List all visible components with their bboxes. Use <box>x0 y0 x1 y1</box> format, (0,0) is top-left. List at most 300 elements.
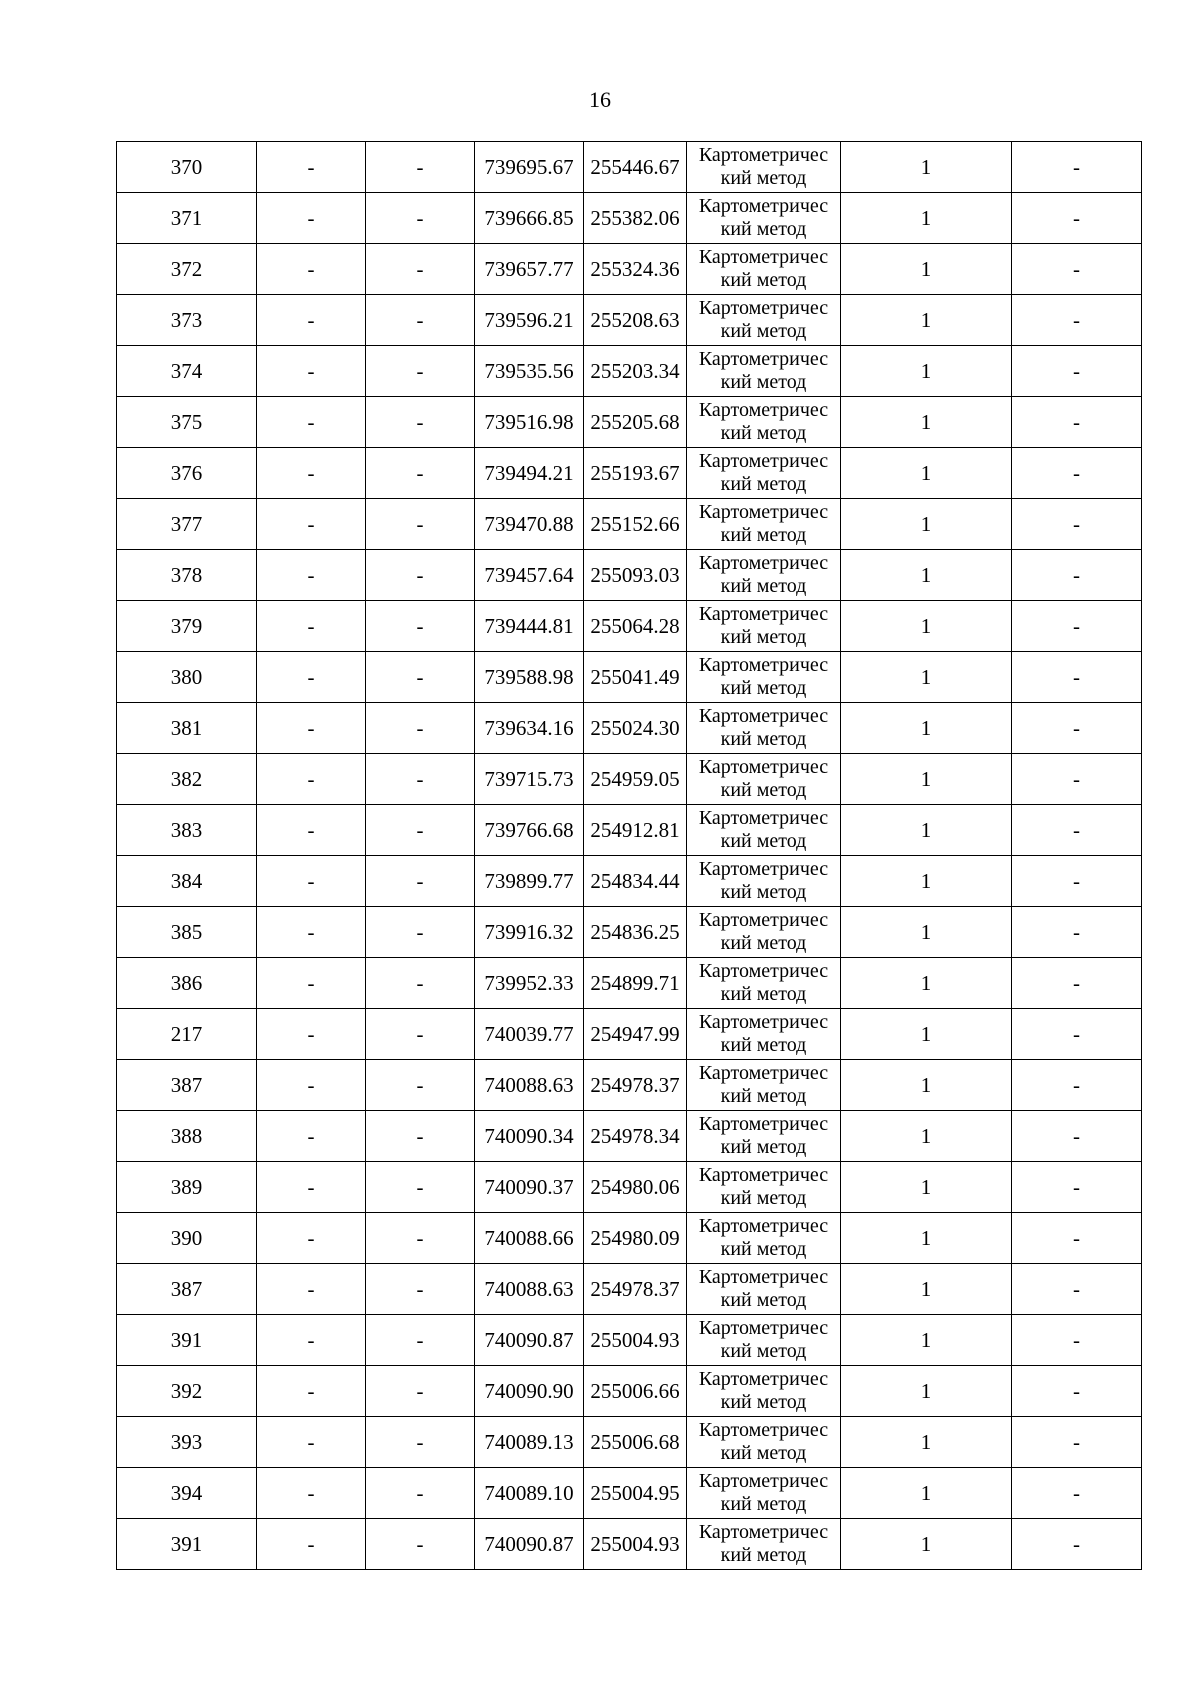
x-coordinate-cell: 739444.81 <box>475 601 584 652</box>
method-cell <box>687 1111 841 1162</box>
method-text-line-1: Картометричес <box>698 1419 829 1441</box>
accuracy-cell: 1 <box>841 1213 1012 1264</box>
accuracy-cell: 1 <box>841 1366 1012 1417</box>
table-row <box>117 346 1142 397</box>
accuracy-cell: 1 <box>841 397 1012 448</box>
empty-value-cell: - <box>257 1213 366 1264</box>
empty-value-cell: - <box>366 550 475 601</box>
table-row <box>117 1009 1142 1060</box>
accuracy-cell: 1 <box>841 1162 1012 1213</box>
method-text-line-2: кий метод <box>720 1493 807 1515</box>
accuracy-cell: 1 <box>841 295 1012 346</box>
method-cell <box>687 1315 841 1366</box>
method-text-line-2: кий метод <box>720 218 807 240</box>
y-coordinate-cell: 255205.68 <box>584 397 687 448</box>
method-text-line-2: кий метод <box>720 524 807 546</box>
x-coordinate-cell: 739516.98 <box>475 397 584 448</box>
point-number-cell: 390 <box>117 1213 257 1264</box>
table-row <box>117 1366 1142 1417</box>
accuracy-cell: 1 <box>841 142 1012 193</box>
point-number-cell: 389 <box>117 1162 257 1213</box>
empty-value-cell: - <box>366 958 475 1009</box>
method-text-line-2: кий метод <box>720 1238 807 1260</box>
method-cell <box>687 1162 841 1213</box>
table-row <box>117 244 1142 295</box>
point-number-cell: 379 <box>117 601 257 652</box>
empty-value-cell: - <box>257 448 366 499</box>
note-cell: - <box>1012 805 1142 856</box>
page-number: 16 <box>589 87 611 112</box>
empty-value-cell: - <box>366 1213 475 1264</box>
y-coordinate-cell: 255193.67 <box>584 448 687 499</box>
method-text-line-2: кий метод <box>720 728 807 750</box>
table-row <box>117 1060 1142 1111</box>
y-coordinate-cell: 255208.63 <box>584 295 687 346</box>
empty-value-cell: - <box>257 907 366 958</box>
y-coordinate-cell: 254978.37 <box>584 1060 687 1111</box>
empty-value-cell: - <box>257 550 366 601</box>
accuracy-cell: 1 <box>841 601 1012 652</box>
empty-value-cell: - <box>257 244 366 295</box>
note-cell: - <box>1012 1519 1142 1570</box>
note-cell: - <box>1012 550 1142 601</box>
accuracy-cell: 1 <box>841 907 1012 958</box>
x-coordinate-cell: 740089.13 <box>475 1417 584 1468</box>
x-coordinate-cell: 739916.32 <box>475 907 584 958</box>
method-cell <box>687 1009 841 1060</box>
method-text-line-2: кий метод <box>720 983 807 1005</box>
method-text-line-1: Картометричес <box>698 552 829 574</box>
method-text-line-1: Картометричес <box>698 1521 829 1543</box>
empty-value-cell: - <box>366 1315 475 1366</box>
note-cell: - <box>1012 601 1142 652</box>
method-text-line-2: кий метод <box>720 932 807 954</box>
y-coordinate-cell: 255004.93 <box>584 1315 687 1366</box>
empty-value-cell: - <box>366 1060 475 1111</box>
method-text-line-2: кий метод <box>720 473 807 495</box>
x-coordinate-cell: 740089.10 <box>475 1468 584 1519</box>
method-cell <box>687 1213 841 1264</box>
note-cell: - <box>1012 295 1142 346</box>
x-coordinate-cell: 739596.21 <box>475 295 584 346</box>
method-text-line-1: Картометричес <box>698 960 829 982</box>
point-number-cell: 386 <box>117 958 257 1009</box>
point-number-cell: 376 <box>117 448 257 499</box>
x-coordinate-cell: 740039.77 <box>475 1009 584 1060</box>
table-row <box>117 754 1142 805</box>
empty-value-cell: - <box>257 1162 366 1213</box>
method-text-line-2: кий метод <box>720 1544 807 1566</box>
empty-value-cell: - <box>366 1162 475 1213</box>
empty-value-cell: - <box>366 703 475 754</box>
method-text-line-2: кий метод <box>720 371 807 393</box>
empty-value-cell: - <box>257 499 366 550</box>
accuracy-cell: 1 <box>841 499 1012 550</box>
accuracy-cell: 1 <box>841 1111 1012 1162</box>
empty-value-cell: - <box>257 652 366 703</box>
empty-value-cell: - <box>366 907 475 958</box>
point-number-cell: 391 <box>117 1519 257 1570</box>
method-text-line-1: Картометричес <box>698 909 829 931</box>
method-cell <box>687 805 841 856</box>
method-cell <box>687 499 841 550</box>
method-text-line-2: кий метод <box>720 1187 807 1209</box>
note-cell: - <box>1012 856 1142 907</box>
accuracy-cell: 1 <box>841 346 1012 397</box>
x-coordinate-cell: 739457.64 <box>475 550 584 601</box>
method-text-line-1: Картометричес <box>698 654 829 676</box>
table-row <box>117 805 1142 856</box>
point-number-cell: 394 <box>117 1468 257 1519</box>
y-coordinate-cell: 255006.68 <box>584 1417 687 1468</box>
table-row <box>117 1213 1142 1264</box>
table-row <box>117 142 1142 193</box>
empty-value-cell: - <box>366 601 475 652</box>
point-number-cell: 388 <box>117 1111 257 1162</box>
point-number-cell: 373 <box>117 295 257 346</box>
method-cell <box>687 1519 841 1570</box>
note-cell: - <box>1012 397 1142 448</box>
empty-value-cell: - <box>366 397 475 448</box>
method-text-line-1: Картометричес <box>698 705 829 727</box>
y-coordinate-cell: 254912.81 <box>584 805 687 856</box>
point-number-cell: 370 <box>117 142 257 193</box>
table-row <box>117 958 1142 1009</box>
note-cell: - <box>1012 499 1142 550</box>
y-coordinate-cell: 254947.99 <box>584 1009 687 1060</box>
empty-value-cell: - <box>366 244 475 295</box>
accuracy-cell: 1 <box>841 856 1012 907</box>
y-coordinate-cell: 255004.95 <box>584 1468 687 1519</box>
method-text-line-2: кий метод <box>720 575 807 597</box>
method-cell <box>687 601 841 652</box>
note-cell: - <box>1012 1009 1142 1060</box>
table-row <box>117 652 1142 703</box>
accuracy-cell: 1 <box>841 448 1012 499</box>
y-coordinate-cell: 255041.49 <box>584 652 687 703</box>
y-coordinate-cell: 255446.67 <box>584 142 687 193</box>
empty-value-cell: - <box>257 346 366 397</box>
method-text-line-2: кий метод <box>720 881 807 903</box>
x-coordinate-cell: 739588.98 <box>475 652 584 703</box>
empty-value-cell: - <box>366 805 475 856</box>
point-number-cell: 374 <box>117 346 257 397</box>
x-coordinate-cell: 739535.56 <box>475 346 584 397</box>
point-number-cell: 385 <box>117 907 257 958</box>
method-text-line-1: Картометричес <box>698 858 829 880</box>
empty-value-cell: - <box>257 397 366 448</box>
empty-value-cell: - <box>366 1111 475 1162</box>
method-text-line-1: Картометричес <box>698 501 829 523</box>
method-cell <box>687 1366 841 1417</box>
note-cell: - <box>1012 1366 1142 1417</box>
empty-value-cell: - <box>257 1519 366 1570</box>
point-number-cell: 384 <box>117 856 257 907</box>
accuracy-cell: 1 <box>841 244 1012 295</box>
point-number-cell: 382 <box>117 754 257 805</box>
x-coordinate-cell: 740090.37 <box>475 1162 584 1213</box>
accuracy-cell: 1 <box>841 1417 1012 1468</box>
note-cell: - <box>1012 346 1142 397</box>
note-cell: - <box>1012 1213 1142 1264</box>
method-cell <box>687 1468 841 1519</box>
empty-value-cell: - <box>366 856 475 907</box>
table-row <box>117 499 1142 550</box>
x-coordinate-cell: 739715.73 <box>475 754 584 805</box>
method-cell <box>687 142 841 193</box>
method-cell <box>687 295 841 346</box>
method-text-line-2: кий метод <box>720 779 807 801</box>
accuracy-cell: 1 <box>841 1519 1012 1570</box>
point-number-cell: 378 <box>117 550 257 601</box>
method-text-line-1: Картометричес <box>698 756 829 778</box>
empty-value-cell: - <box>257 1264 366 1315</box>
method-text-line-1: Картометричес <box>698 1113 829 1135</box>
method-text-line-2: кий метод <box>720 167 807 189</box>
method-text-line-1: Картометричес <box>698 297 829 319</box>
method-cell <box>687 346 841 397</box>
x-coordinate-cell: 740090.87 <box>475 1315 584 1366</box>
note-cell: - <box>1012 448 1142 499</box>
x-coordinate-cell: 740088.63 <box>475 1060 584 1111</box>
empty-value-cell: - <box>257 856 366 907</box>
x-coordinate-cell: 740090.34 <box>475 1111 584 1162</box>
x-coordinate-cell: 739657.77 <box>475 244 584 295</box>
method-text-line-1: Картометричес <box>698 1317 829 1339</box>
y-coordinate-cell: 255093.03 <box>584 550 687 601</box>
table-row <box>117 907 1142 958</box>
method-text-line-1: Картометричес <box>698 399 829 421</box>
accuracy-cell: 1 <box>841 805 1012 856</box>
x-coordinate-cell: 739494.21 <box>475 448 584 499</box>
x-coordinate-cell: 739470.88 <box>475 499 584 550</box>
method-text-line-1: Картометричес <box>698 246 829 268</box>
accuracy-cell: 1 <box>841 1060 1012 1111</box>
table-row <box>117 1264 1142 1315</box>
empty-value-cell: - <box>257 295 366 346</box>
method-text-line-2: кий метод <box>720 269 807 291</box>
method-text-line-1: Картометричес <box>698 1215 829 1237</box>
y-coordinate-cell: 254899.71 <box>584 958 687 1009</box>
point-number-cell: 387 <box>117 1060 257 1111</box>
point-number-cell: 392 <box>117 1366 257 1417</box>
accuracy-cell: 1 <box>841 703 1012 754</box>
note-cell: - <box>1012 1468 1142 1519</box>
table-row <box>117 295 1142 346</box>
empty-value-cell: - <box>257 703 366 754</box>
x-coordinate-cell: 739766.68 <box>475 805 584 856</box>
method-text-line-1: Картометричес <box>698 1011 829 1033</box>
y-coordinate-cell: 254959.05 <box>584 754 687 805</box>
note-cell: - <box>1012 1060 1142 1111</box>
y-coordinate-cell: 254980.09 <box>584 1213 687 1264</box>
method-text-line-2: кий метод <box>720 1085 807 1107</box>
method-cell <box>687 448 841 499</box>
point-number-cell: 391 <box>117 1315 257 1366</box>
note-cell: - <box>1012 652 1142 703</box>
empty-value-cell: - <box>366 652 475 703</box>
method-text-line-1: Картометричес <box>698 1062 829 1084</box>
table-row <box>117 1519 1142 1570</box>
accuracy-cell: 1 <box>841 652 1012 703</box>
x-coordinate-cell: 739952.33 <box>475 958 584 1009</box>
point-number-cell: 381 <box>117 703 257 754</box>
accuracy-cell: 1 <box>841 1315 1012 1366</box>
method-cell <box>687 193 841 244</box>
note-cell: - <box>1012 1315 1142 1366</box>
empty-value-cell: - <box>257 1060 366 1111</box>
point-number-cell: 387 <box>117 1264 257 1315</box>
point-number-cell: 372 <box>117 244 257 295</box>
x-coordinate-cell: 739634.16 <box>475 703 584 754</box>
table-row <box>117 1111 1142 1162</box>
method-cell <box>687 550 841 601</box>
method-text-line-1: Картометричес <box>698 195 829 217</box>
method-text-line-1: Картометричес <box>698 603 829 625</box>
x-coordinate-cell: 740088.63 <box>475 1264 584 1315</box>
method-cell <box>687 754 841 805</box>
y-coordinate-cell: 255006.66 <box>584 1366 687 1417</box>
table-row <box>117 550 1142 601</box>
table-row <box>117 1315 1142 1366</box>
method-text-line-2: кий метод <box>720 422 807 444</box>
y-coordinate-cell: 255152.66 <box>584 499 687 550</box>
method-text-line-2: кий метод <box>720 677 807 699</box>
empty-value-cell: - <box>257 1009 366 1060</box>
point-number-cell: 393 <box>117 1417 257 1468</box>
method-cell <box>687 244 841 295</box>
empty-value-cell: - <box>366 142 475 193</box>
empty-value-cell: - <box>366 1366 475 1417</box>
x-coordinate-cell: 740090.90 <box>475 1366 584 1417</box>
empty-value-cell: - <box>366 1417 475 1468</box>
empty-value-cell: - <box>366 1519 475 1570</box>
empty-value-cell: - <box>366 1468 475 1519</box>
accuracy-cell: 1 <box>841 550 1012 601</box>
empty-value-cell: - <box>257 958 366 1009</box>
empty-value-cell: - <box>366 499 475 550</box>
method-text-line-2: кий метод <box>720 1340 807 1362</box>
table-row <box>117 1162 1142 1213</box>
accuracy-cell: 1 <box>841 754 1012 805</box>
table-row <box>117 1468 1142 1519</box>
y-coordinate-cell: 255382.06 <box>584 193 687 244</box>
empty-value-cell: - <box>257 1111 366 1162</box>
point-number-cell: 380 <box>117 652 257 703</box>
accuracy-cell: 1 <box>841 1468 1012 1519</box>
y-coordinate-cell: 254978.34 <box>584 1111 687 1162</box>
y-coordinate-cell: 255024.30 <box>584 703 687 754</box>
empty-value-cell: - <box>257 1315 366 1366</box>
method-text-line-1: Картометричес <box>698 807 829 829</box>
table-row <box>117 1417 1142 1468</box>
note-cell: - <box>1012 907 1142 958</box>
table-row <box>117 856 1142 907</box>
method-cell <box>687 1417 841 1468</box>
point-number-cell: 375 <box>117 397 257 448</box>
method-cell <box>687 652 841 703</box>
accuracy-cell: 1 <box>841 1264 1012 1315</box>
note-cell: - <box>1012 703 1142 754</box>
note-cell: - <box>1012 958 1142 1009</box>
note-cell: - <box>1012 1417 1142 1468</box>
x-coordinate-cell: 740088.66 <box>475 1213 584 1264</box>
y-coordinate-cell: 255004.93 <box>584 1519 687 1570</box>
empty-value-cell: - <box>366 754 475 805</box>
method-text-line-1: Картометричес <box>698 1266 829 1288</box>
x-coordinate-cell: 740090.87 <box>475 1519 584 1570</box>
y-coordinate-cell: 255064.28 <box>584 601 687 652</box>
empty-value-cell: - <box>257 1468 366 1519</box>
empty-value-cell: - <box>366 295 475 346</box>
y-coordinate-cell: 255324.36 <box>584 244 687 295</box>
empty-value-cell: - <box>366 1009 475 1060</box>
point-number-cell: 217 <box>117 1009 257 1060</box>
empty-value-cell: - <box>366 448 475 499</box>
method-cell <box>687 1060 841 1111</box>
note-cell: - <box>1012 1162 1142 1213</box>
y-coordinate-cell: 254836.25 <box>584 907 687 958</box>
table-row <box>117 703 1142 754</box>
point-number-cell: 377 <box>117 499 257 550</box>
method-text-line-1: Картометричес <box>698 1164 829 1186</box>
empty-value-cell: - <box>257 1366 366 1417</box>
empty-value-cell: - <box>366 1264 475 1315</box>
method-text-line-2: кий метод <box>720 1289 807 1311</box>
y-coordinate-cell: 254978.37 <box>584 1264 687 1315</box>
point-number-cell: 383 <box>117 805 257 856</box>
method-cell <box>687 856 841 907</box>
y-coordinate-cell: 254980.06 <box>584 1162 687 1213</box>
x-coordinate-cell: 739899.77 <box>475 856 584 907</box>
accuracy-cell: 1 <box>841 1009 1012 1060</box>
method-text-line-1: Картометричес <box>698 348 829 370</box>
table-row <box>117 397 1142 448</box>
y-coordinate-cell: 254834.44 <box>584 856 687 907</box>
method-cell <box>687 958 841 1009</box>
method-text-line-2: кий метод <box>720 626 807 648</box>
method-cell <box>687 1264 841 1315</box>
note-cell: - <box>1012 754 1142 805</box>
method-text-line-1: Картометричес <box>698 450 829 472</box>
method-text-line-1: Картометричес <box>698 1368 829 1390</box>
empty-value-cell: - <box>257 601 366 652</box>
empty-value-cell: - <box>257 1417 366 1468</box>
x-coordinate-cell: 739695.67 <box>475 142 584 193</box>
note-cell: - <box>1012 1264 1142 1315</box>
table-row <box>117 448 1142 499</box>
method-text-line-1: Картометричес <box>698 1470 829 1492</box>
empty-value-cell: - <box>366 346 475 397</box>
accuracy-cell: 1 <box>841 193 1012 244</box>
method-text-line-2: кий метод <box>720 320 807 342</box>
empty-value-cell: - <box>257 805 366 856</box>
point-number-cell: 371 <box>117 193 257 244</box>
accuracy-cell: 1 <box>841 958 1012 1009</box>
empty-value-cell: - <box>257 193 366 244</box>
method-text-line-2: кий метод <box>720 1034 807 1056</box>
empty-value-cell: - <box>257 142 366 193</box>
method-text-line-2: кий метод <box>720 1136 807 1158</box>
method-text-line-2: кий метод <box>720 830 807 852</box>
method-text-line-2: кий метод <box>720 1442 807 1464</box>
x-coordinate-cell: 739666.85 <box>475 193 584 244</box>
note-cell: - <box>1012 1111 1142 1162</box>
method-cell <box>687 397 841 448</box>
coordinates-table <box>116 141 1142 1570</box>
note-cell: - <box>1012 244 1142 295</box>
note-cell: - <box>1012 193 1142 244</box>
